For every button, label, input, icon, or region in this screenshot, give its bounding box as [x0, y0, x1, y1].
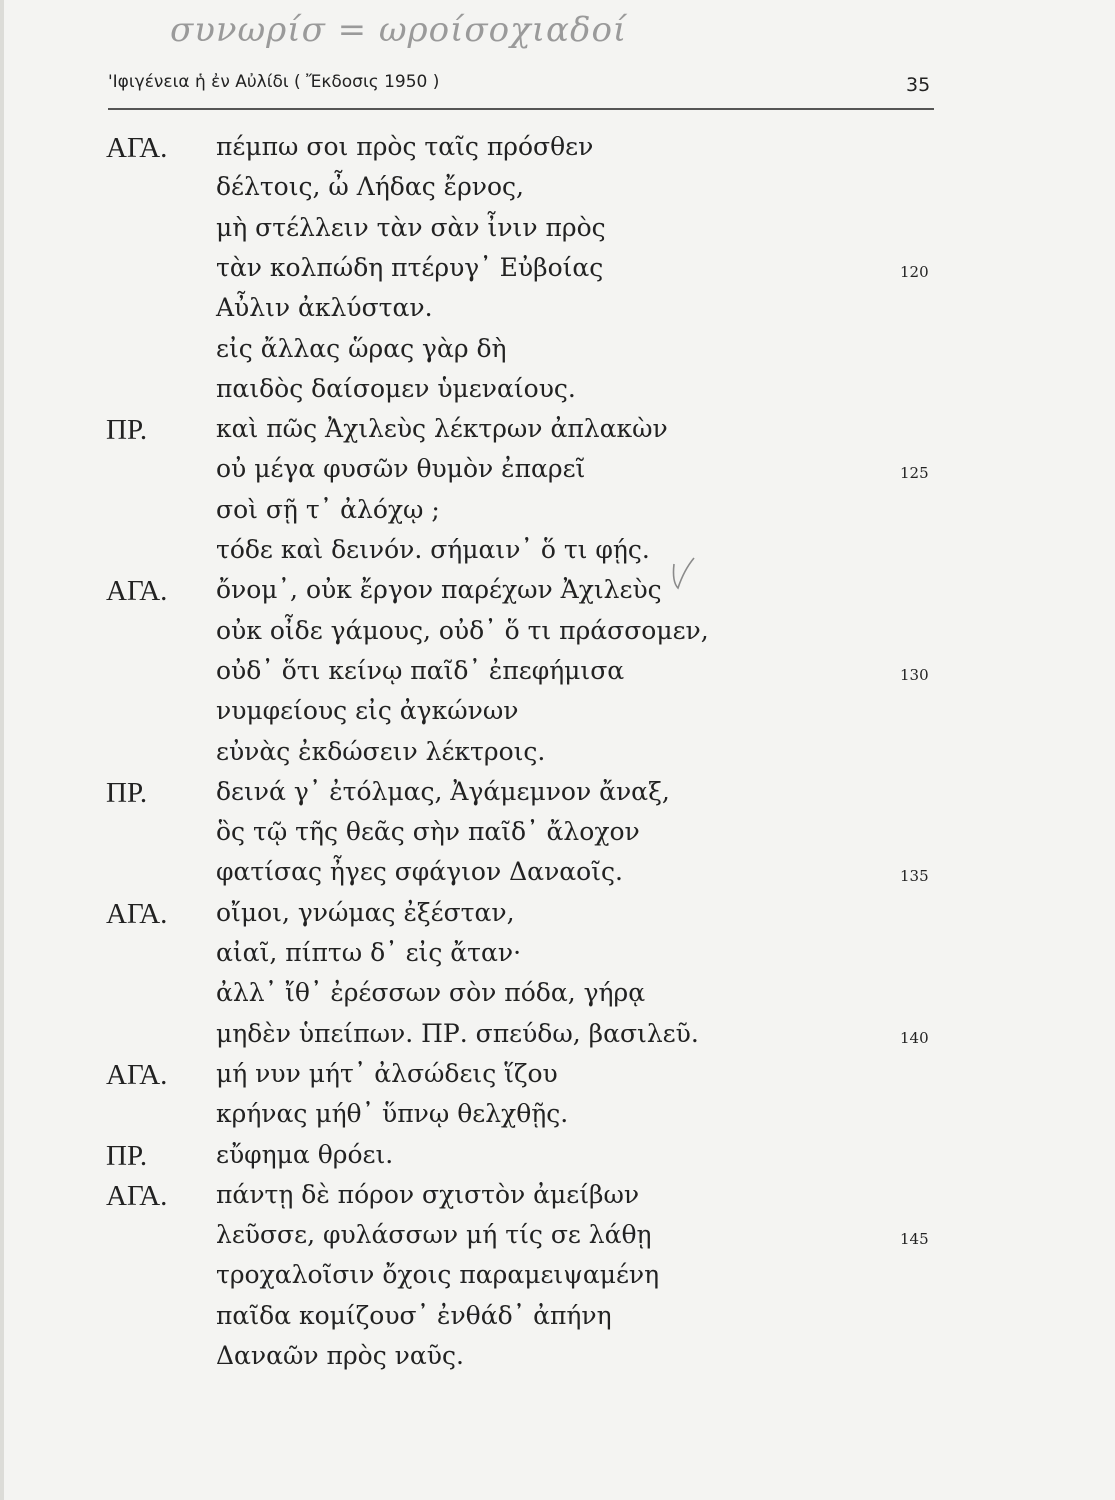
- verse-line: [0, 334, 1115, 374]
- line-number: 120: [900, 262, 929, 281]
- verse-line: [0, 777, 1115, 817]
- verse-line: [0, 1180, 1115, 1220]
- verse-line: [0, 737, 1115, 777]
- verse-text: οὐδ᾽ ὅτι κείνῳ παῖδ᾽ ἐπεφήμισα: [216, 655, 625, 685]
- verse-line: [0, 1140, 1115, 1180]
- verse-text: κρήνας μήθ᾽ ὕπνῳ θελχθῇς.: [216, 1099, 569, 1129]
- verse-text: παῖδα κομίζουσ᾽ ἐνθάδ᾽ ἀπήνη: [216, 1300, 612, 1330]
- speaker-label: ΑΓΑ.: [106, 897, 168, 930]
- verse-line: [0, 1301, 1115, 1341]
- verse-text: οὐ μέγα φυσῶν θυμὸν ἐπαρεῖ: [216, 454, 586, 484]
- verse-line: [0, 1220, 1115, 1260]
- verse-line: [0, 616, 1115, 656]
- verse-text: φατίσας ἦγες σφάγιον Δαναοῖς.: [216, 857, 623, 887]
- verse-text: λεῦσσε, φυλάσσων μή τίς σε λάθῃ: [216, 1220, 652, 1250]
- speaker-label: ΠΡ.: [106, 776, 148, 809]
- speaker-label: ΑΓΑ.: [106, 132, 168, 164]
- speaker-label: ΑΓΑ.: [106, 575, 168, 608]
- verse-text: Δαναῶν πρὸς ναῦς.: [216, 1341, 464, 1370]
- line-number: 130: [900, 665, 929, 684]
- speaker-label: ΑΓΑ.: [106, 1179, 168, 1212]
- verse-text: τόδε καὶ δεινόν. σήμαιν᾽ ὅ τι φῄς.: [216, 535, 650, 564]
- verse-line: [0, 1019, 1115, 1059]
- verse-line: [0, 172, 1115, 212]
- verse-line: [0, 414, 1115, 454]
- verse-text: μή νυν μήτ᾽ ἀλσώδεις ἵζου: [216, 1058, 558, 1088]
- verse-text: εὐνὰς ἐκδώσειν λέκτροις.: [216, 736, 546, 766]
- verse-line: [0, 1260, 1115, 1300]
- verse-text: δέλτοις, ὦ Λήδας ἔρνος,: [216, 172, 524, 202]
- verse-text: ἀλλ᾽ ἴθ᾽ ἐρέσσων σὸν πόδα, γήρᾳ: [216, 978, 646, 1008]
- verse-text: δεινά γ᾽ ἐτόλμας, Ἀγάμεμνον ἄναξ,: [216, 776, 670, 806]
- verse-line: [0, 1341, 1115, 1381]
- verse-text: αἰαῖ, πίπτω δ᾽ εἰς ἄταν·: [216, 938, 522, 967]
- line-number: 140: [900, 1028, 929, 1047]
- page-number: 35: [906, 74, 931, 96]
- verse-text: ὃς τῷ τῆς θεᾶς σὴν παῖδ᾽ ἄλοχον: [216, 817, 640, 847]
- verse-line: [0, 656, 1115, 696]
- verse-text: τροχαλοῖσιν ὄχοις παραμειψαμένη: [216, 1260, 660, 1290]
- verse-text: μηδὲν ὑπείπων. ΠΡ. σπεύδω, βασιλεῦ.: [216, 1018, 699, 1048]
- verse-line: [0, 253, 1115, 293]
- verse-line: [0, 938, 1115, 978]
- line-number: 125: [900, 464, 929, 483]
- verse-text: πάντῃ δὲ πόρον σχιστὸν ἀμείβων: [216, 1179, 640, 1209]
- verse-line: [0, 535, 1115, 575]
- verse-text: εὔφημα θρόει.: [216, 1139, 394, 1169]
- verse-line: [0, 696, 1115, 736]
- speaker-label: ΠΡ.: [106, 414, 148, 447]
- verse-line: [0, 898, 1115, 938]
- verse-text: τὰν κολπώδη πτέρυγ᾽ Εὐβοίας: [216, 252, 604, 282]
- verse-line: [0, 817, 1115, 857]
- verse-text: Αὖλιν ἀκλύσταν.: [216, 293, 433, 323]
- running-head: 'Ιφιγένεια ἡ ἐν Αὐλίδι ( Ἔκδοσις 1950 ): [108, 72, 440, 92]
- header-rule: [108, 108, 934, 110]
- verse-line: [0, 1059, 1115, 1099]
- verse-line: [0, 374, 1115, 414]
- verse-text: καὶ πῶς Ἀχιλεὺς λέκτρων ἀπλακὼν: [216, 414, 668, 444]
- line-number: 135: [900, 867, 929, 886]
- verse-line: [0, 978, 1115, 1018]
- verse-line: [0, 857, 1115, 897]
- verse-line: [0, 1099, 1115, 1139]
- verse-text: εἰς ἄλλας ὥρας γὰρ δὴ: [216, 333, 507, 363]
- verse-text: οὐκ οἶδε γάμους, οὐδ᾽ ὅ τι πράσσομεν,: [216, 615, 709, 645]
- verse-line: [0, 213, 1115, 253]
- verse-text: νυμφείους εἰς ἀγκώνων: [216, 696, 519, 726]
- verse-line: [0, 495, 1115, 535]
- verse-line: [0, 575, 1115, 615]
- pencil-tick-mark: [670, 552, 696, 592]
- speaker-label: ΑΓΑ.: [106, 1058, 168, 1091]
- verse-text: ὄνομ᾽, οὐκ ἔργον παρέχων Ἀχιλεὺς: [216, 575, 662, 605]
- handwritten-note: συνωρίσ = ωροίσοχιαδοί: [170, 10, 628, 50]
- verse-line: [0, 293, 1115, 333]
- verse-line: [0, 132, 1115, 172]
- verse-text: πέμπω σοι πρὸς ταῖς πρόσθεν: [216, 132, 594, 161]
- verse-text: παιδὸς δαίσομεν ὑμεναίους.: [216, 373, 576, 403]
- speaker-label: ΠΡ.: [106, 1139, 148, 1172]
- line-number: 145: [900, 1230, 929, 1249]
- verse-text: σοὶ σῇ τ᾽ ἀλόχῳ ;: [216, 494, 440, 524]
- verse-line: [0, 454, 1115, 494]
- verse-text: οἴμοι, γνώμας ἐξέσταν,: [216, 897, 515, 927]
- verse-text: μὴ στέλλειν τὰν σὰν ἶνιν πρὸς: [216, 212, 606, 242]
